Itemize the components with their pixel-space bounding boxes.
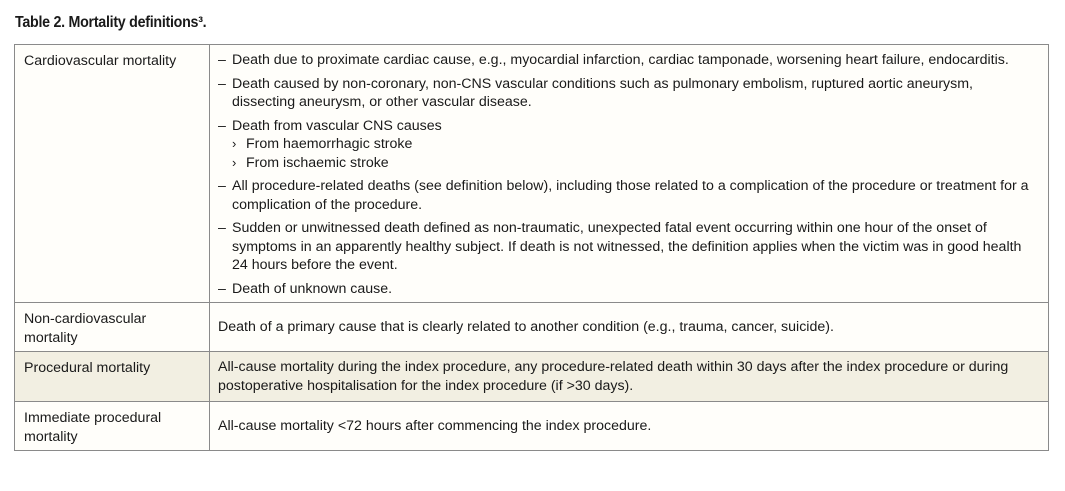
- dash-bullet: –: [218, 220, 226, 236]
- list-item: [218, 51, 1038, 70]
- sub-list-item-text: From ischaemic stroke: [246, 154, 389, 171]
- list-item-text: Death due to proximate cardiac cause, e.g., myocardial infarction, cardiac tamponade, worsening heart failure, endocarditis.: [232, 52, 1009, 68]
- list-item-text: Sudden or unwitnessed death defined as non-traumatic, unexpected fatal event occurring within one hour of the onset of symptoms in an apparently healthy subject. If death is not witnessed, the definition applies when the victim was in good health 24 hours before the event.: [232, 220, 1022, 273]
- list-item: [218, 280, 1038, 299]
- term-cell: [15, 303, 210, 352]
- term-immediate-procedural: Immediate procedural mortality: [24, 410, 162, 445]
- table-row-cardiovascular: [15, 45, 1049, 303]
- sub-list-item: [232, 135, 1038, 154]
- definition-text: All-cause mortality during the index procedure, any procedure-related death within 30 days after the index procedure or during postoperative hospitalisation for the index procedure (if >30 days).: [218, 359, 1009, 394]
- definition-cell: [210, 402, 1049, 451]
- list-item-text: Death caused by non-coronary, non-CNS vascular conditions such as pulmonary embolism, ruptured aortic aneurysm, dissecting aneurysm, or other vascular disease.: [232, 75, 973, 110]
- list-item-text: Death of unknown cause.: [232, 280, 393, 297]
- table-row-non-cardiovascular: [15, 303, 1049, 352]
- table-row-immediate-procedural: [15, 402, 1049, 451]
- dash-bullet: –: [218, 52, 226, 68]
- dash-bullet: –: [218, 117, 226, 134]
- definition-cell: [210, 352, 1049, 402]
- definition-cell: [210, 303, 1049, 352]
- chevron-right-icon: ›: [232, 136, 237, 151]
- definition-text: Death of a primary cause that is clearly related to another condition (e.g., trauma, cancer, suicide).: [218, 318, 834, 335]
- term-non-cardiovascular: Non-cardiovascular mortality: [24, 311, 147, 346]
- definition-text: All-cause mortality <72 hours after commencing the index procedure.: [218, 417, 652, 434]
- list-item: [218, 75, 1038, 112]
- table-row-procedural: [15, 352, 1049, 402]
- dash-bullet: –: [218, 178, 226, 194]
- term-procedural: Procedural mortality: [24, 360, 151, 376]
- dash-bullet: –: [218, 280, 226, 297]
- list-item: [218, 177, 1038, 214]
- definition-cell: [210, 45, 1049, 303]
- dash-bullet: –: [218, 75, 226, 92]
- term-cell: [15, 352, 210, 402]
- term-cardiovascular: Cardiovascular mortality: [24, 53, 177, 69]
- sub-list-item: [232, 154, 1038, 173]
- list-item: [218, 219, 1038, 275]
- chevron-right-icon: ›: [232, 154, 237, 170]
- table-title: Table 2. Mortality definitions³.: [15, 14, 207, 31]
- list-item-text: Death from vascular CNS causes: [232, 117, 442, 134]
- list-item-body: [232, 117, 1038, 173]
- list-item-text: All procedure-related deaths (see definition below), including those related to a complication of the procedure or treatment for a complication of the procedure.: [232, 178, 1029, 213]
- list-item: [218, 117, 1038, 173]
- mortality-definitions-table: [14, 44, 1049, 451]
- term-cell: [15, 45, 210, 303]
- sub-list-item-text: From haemorrhagic stroke: [246, 136, 413, 152]
- term-cell: [15, 402, 210, 451]
